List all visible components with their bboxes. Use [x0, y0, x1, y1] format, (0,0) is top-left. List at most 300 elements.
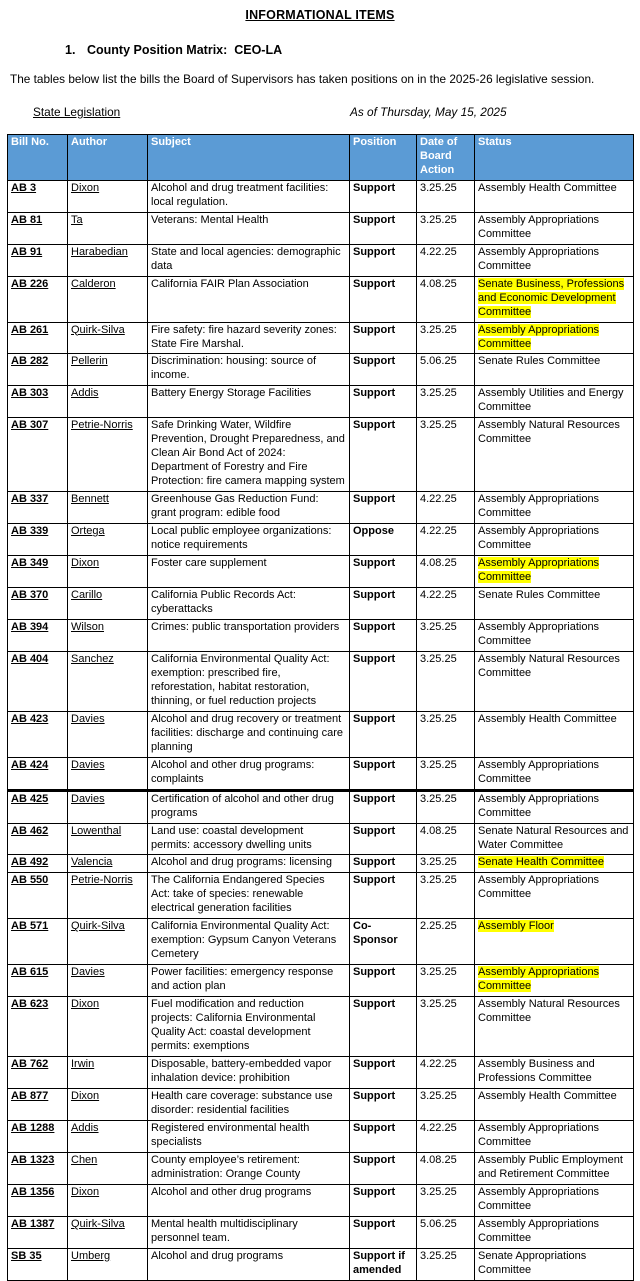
status-cell: [475, 1248, 634, 1280]
subject-cell: California Public Records Act: cyberattacks: [148, 588, 350, 620]
author-link[interactable]: Irwin: [71, 1058, 95, 1071]
table-row: [8, 418, 634, 492]
subject-cell: Alcohol and other drug programs: [148, 1184, 350, 1216]
author-link[interactable]: Ta: [71, 213, 83, 226]
page-title: INFORMATIONAL ITEMS: [245, 8, 395, 22]
subject-cell: Discrimination: housing: source of income.: [148, 354, 350, 386]
bill-no-cell: [8, 965, 68, 997]
bill-number-link[interactable]: AB 349: [11, 557, 49, 570]
position-cell: Co-Sponsor: [350, 919, 417, 965]
table-row: [8, 711, 634, 757]
author-cell: [68, 619, 148, 651]
bill-table-body: [8, 180, 634, 1280]
date-cell: 4.08.25: [417, 556, 475, 588]
bill-no-cell: [8, 823, 68, 855]
date-cell: 2.25.25: [417, 919, 475, 965]
author-cell: [68, 1152, 148, 1184]
author-link[interactable]: Quirk-Silva: [71, 323, 125, 336]
date-cell: 5.06.25: [417, 1216, 475, 1248]
author-link[interactable]: Pellerin: [71, 355, 108, 368]
bill-no-cell: [8, 492, 68, 524]
subject-cell: Fire safety: fire hazard severity zones: State Fire Marshal.: [148, 322, 350, 354]
subject-cell: Health care coverage: substance use disorder: residential facilities: [148, 1089, 350, 1121]
table-row: [8, 651, 634, 711]
author-link[interactable]: Dixon: [71, 1090, 100, 1102]
author-cell: [68, 556, 148, 588]
position-cell: Support: [350, 1216, 417, 1248]
author-link[interactable]: Chen: [71, 1153, 98, 1166]
status-cell: [475, 790, 634, 823]
author-cell: [68, 354, 148, 386]
author-link[interactable]: Quirk-Silva: [71, 920, 125, 933]
subject-cell: Alcohol and drug treatment facilities: local regulation.: [148, 180, 350, 212]
table-row: [8, 1089, 634, 1121]
status-cell: [475, 418, 634, 492]
status-cell: [475, 823, 634, 855]
position-cell: Support: [350, 418, 417, 492]
position-cell: Support: [350, 823, 417, 855]
status-cell: [475, 1152, 634, 1184]
author-link[interactable]: Dixon: [71, 181, 100, 194]
bill-no-cell: [8, 588, 68, 620]
date-cell: 3.25.25: [417, 180, 475, 212]
bill-no-cell: [8, 873, 68, 919]
position-cell: Oppose: [350, 524, 417, 556]
author-cell: [68, 1120, 148, 1152]
status-text: Assembly Appropriations Committee: [478, 1121, 600, 1148]
date-cell: 3.25.25: [417, 386, 475, 418]
date-cell: 4.22.25: [417, 588, 475, 620]
status-cell: [475, 556, 634, 588]
table-row: [8, 244, 634, 276]
column-header-subject: Subject: [148, 134, 350, 180]
author-cell: [68, 386, 148, 418]
table-header-row: [8, 134, 634, 180]
subject-cell: Land use: coastal development permits: accessory dwelling units: [148, 823, 350, 855]
bill-no-cell: [8, 919, 68, 965]
position-cell: Support: [350, 354, 417, 386]
author-link[interactable]: Wilson: [71, 620, 105, 633]
position-cell: Support: [350, 790, 417, 823]
section-row: [7, 105, 633, 120]
status-cell: [475, 244, 634, 276]
as-of-date: As of Thursday, May 15, 2025: [350, 104, 507, 119]
heading-text: County Position Matrix: CEO-LA: [87, 43, 283, 57]
status-text: Assembly Appropriations Committee: [478, 525, 600, 552]
position-cell: Support: [350, 997, 417, 1057]
status-text: Senate Health Committee: [478, 856, 604, 869]
subject-cell: California Environmental Quality Act: exemption: prescribed fire, reforestation, habitat restoration, thinning, or fuel reduction projects: [148, 651, 350, 711]
table-row: [8, 757, 634, 790]
author-link[interactable]: Calderon: [71, 277, 116, 290]
bill-no-cell: [8, 651, 68, 711]
author-cell: [68, 965, 148, 997]
status-text: Assembly Appropriations Committee: [478, 792, 600, 819]
author-link[interactable]: Umberg: [71, 1249, 111, 1262]
bill-number-link[interactable]: AB 877: [11, 1090, 49, 1102]
bill-number-link[interactable]: AB 623: [11, 998, 49, 1011]
date-cell: 3.25.25: [417, 418, 475, 492]
author-link[interactable]: Davies: [71, 758, 105, 771]
author-cell: [68, 276, 148, 322]
table-row: [8, 1120, 634, 1152]
status-text: Assembly Natural Resources Committee: [478, 998, 620, 1025]
position-cell: Support: [350, 1120, 417, 1152]
status-cell: [475, 386, 634, 418]
status-text: Senate Rules Committee: [478, 589, 601, 601]
bill-number-link[interactable]: AB 462: [11, 824, 49, 837]
status-cell: [475, 619, 634, 651]
date-cell: 3.25.25: [417, 997, 475, 1057]
bill-number-link[interactable]: AB 91: [11, 245, 43, 258]
author-link[interactable]: Valencia: [71, 856, 113, 869]
date-cell: 4.22.25: [417, 1120, 475, 1152]
bill-number-link[interactable]: AB 261: [11, 323, 49, 336]
table-row: [8, 386, 634, 418]
bill-no-cell: [8, 757, 68, 790]
subject-cell: The California Endangered Species Act: take of species: renewable electrical generation facilities: [148, 873, 350, 919]
author-cell: [68, 322, 148, 354]
author-cell: [68, 180, 148, 212]
author-cell: [68, 492, 148, 524]
author-link[interactable]: Lowenthal: [71, 824, 122, 837]
column-header-position: Position: [350, 134, 417, 180]
bill-number-link[interactable]: AB 81: [11, 213, 43, 226]
status-cell: [475, 1216, 634, 1248]
author-link[interactable]: Petrie-Norris: [71, 874, 133, 887]
bill-no-cell: [8, 790, 68, 823]
bill-no-cell: [8, 1057, 68, 1089]
status-text: Assembly Appropriations Committee: [478, 966, 600, 993]
author-cell: [68, 212, 148, 244]
status-cell: [475, 855, 634, 873]
subject-cell: Alcohol and drug programs: licensing: [148, 855, 350, 873]
bill-number-link[interactable]: AB 1323: [11, 1153, 55, 1166]
table-row: [8, 873, 634, 919]
status-text: Assembly Public Employment and Retirement Committee: [478, 1153, 623, 1180]
position-cell: Support if amended: [350, 1248, 417, 1280]
status-text: Assembly Natural Resources Committee: [478, 419, 620, 446]
status-text: Assembly Business and Professions Committee: [478, 1058, 595, 1085]
bill-no-cell: [8, 524, 68, 556]
position-cell: Support: [350, 1057, 417, 1089]
subject-cell: Power facilities: emergency response and action plan: [148, 965, 350, 997]
bill-no-cell: [8, 556, 68, 588]
status-text: Assembly Appropriations Committee: [478, 620, 600, 647]
author-cell: [68, 823, 148, 855]
author-link[interactable]: Dixon: [71, 557, 100, 570]
subject-cell: Crimes: public transportation providers: [148, 619, 350, 651]
subject-cell: County employee’s retirement: administration: Orange County: [148, 1152, 350, 1184]
subject-cell: Alcohol and drug programs: [148, 1248, 350, 1280]
table-row: [8, 492, 634, 524]
author-link[interactable]: Petrie-Norris: [71, 419, 133, 432]
date-cell: 4.22.25: [417, 244, 475, 276]
author-cell: [68, 873, 148, 919]
bill-number-link[interactable]: AB 282: [11, 355, 49, 368]
bill-number-link[interactable]: AB 550: [11, 874, 49, 887]
table-row: [8, 180, 634, 212]
position-cell: Support: [350, 276, 417, 322]
bill-no-cell: [8, 180, 68, 212]
table-row: [8, 823, 634, 855]
subject-cell: Veterans: Mental Health: [148, 212, 350, 244]
author-cell: [68, 997, 148, 1057]
position-cell: Support: [350, 180, 417, 212]
author-cell: [68, 855, 148, 873]
bill-number-link[interactable]: AB 423: [11, 712, 49, 725]
table-row: [8, 1152, 634, 1184]
table-row: [8, 556, 634, 588]
author-cell: [68, 588, 148, 620]
status-text: Assembly Utilities and Energy Committee: [478, 387, 624, 414]
status-cell: [475, 651, 634, 711]
date-cell: 4.22.25: [417, 524, 475, 556]
bill-number-link[interactable]: AB 424: [11, 758, 49, 771]
status-text: Assembly Appropriations Committee: [478, 557, 600, 584]
status-text: Assembly Appropriations Committee: [478, 493, 600, 520]
author-cell: [68, 1089, 148, 1121]
date-cell: 5.06.25: [417, 354, 475, 386]
date-cell: 3.25.25: [417, 790, 475, 823]
status-text: Assembly Health Committee: [478, 181, 617, 194]
bill-number-link[interactable]: AB 425: [11, 792, 49, 805]
bill-number-link[interactable]: AB 3: [11, 181, 37, 194]
table-row: [8, 212, 634, 244]
table-row: [8, 524, 634, 556]
bill-no-cell: [8, 619, 68, 651]
bill-number-link[interactable]: SB 35: [11, 1249, 42, 1262]
date-cell: 3.25.25: [417, 855, 475, 873]
bill-position-table: [7, 134, 634, 1281]
bill-no-cell: [8, 1184, 68, 1216]
position-cell: Support: [350, 386, 417, 418]
status-cell: [475, 873, 634, 919]
date-cell: 4.22.25: [417, 492, 475, 524]
date-cell: 4.22.25: [417, 1057, 475, 1089]
author-link[interactable]: Davies: [71, 712, 105, 725]
column-header-date-of-board-action: Date of Board Action: [417, 134, 475, 180]
date-cell: 3.25.25: [417, 965, 475, 997]
date-cell: 3.25.25: [417, 322, 475, 354]
position-cell: Support: [350, 757, 417, 790]
bill-number-link[interactable]: AB 615: [11, 966, 49, 979]
status-text: Senate Natural Resources and Water Committee: [478, 824, 629, 851]
bill-number-link[interactable]: AB 337: [11, 493, 49, 506]
bill-no-cell: [8, 354, 68, 386]
table-row: [8, 1248, 634, 1280]
status-cell: [475, 757, 634, 790]
position-cell: Support: [350, 588, 417, 620]
subject-cell: Foster care supplement: [148, 556, 350, 588]
bill-no-cell: [8, 855, 68, 873]
status-text: Assembly Appropriations Committee: [478, 1185, 600, 1212]
status-text: Assembly Floor: [478, 920, 554, 933]
position-cell: Support: [350, 965, 417, 997]
status-text: Assembly Appropriations Committee: [478, 1217, 600, 1244]
author-cell: [68, 1216, 148, 1248]
author-cell: [68, 1184, 148, 1216]
position-cell: Support: [350, 855, 417, 873]
status-cell: [475, 524, 634, 556]
table-row: [8, 588, 634, 620]
status-text: Senate Business, Professions and Economic Development Committee: [478, 277, 625, 318]
intro-paragraph: The tables below list the bills the Board of Supervisors has taken positions on in the 2025-26 legislative session.: [10, 72, 595, 86]
date-cell: 3.25.25: [417, 873, 475, 919]
date-cell: 4.08.25: [417, 1152, 475, 1184]
bill-number-link[interactable]: AB 394: [11, 620, 49, 633]
position-cell: Support: [350, 212, 417, 244]
table-row: [8, 965, 634, 997]
table-row: [8, 619, 634, 651]
subject-cell: Battery Energy Storage Facilities: [148, 386, 350, 418]
author-link[interactable]: Davies: [71, 966, 105, 979]
status-text: Assembly Health Committee: [478, 712, 617, 725]
column-header-status: Status: [475, 134, 634, 180]
bill-number-link[interactable]: AB 404: [11, 652, 49, 665]
subject-cell: State and local agencies: demographic data: [148, 244, 350, 276]
author-link[interactable]: Davies: [71, 792, 105, 805]
heading-number: 1.: [65, 43, 76, 57]
bill-number-link[interactable]: AB 370: [11, 589, 49, 601]
status-text: Assembly Appropriations Committee: [478, 758, 600, 785]
position-cell: Support: [350, 711, 417, 757]
table-row: [8, 855, 634, 873]
date-cell: 3.25.25: [417, 1089, 475, 1121]
bill-number-link[interactable]: AB 762: [11, 1058, 49, 1071]
subject-cell: Certification of alcohol and other drug programs: [148, 790, 350, 823]
date-cell: 3.25.25: [417, 711, 475, 757]
status-cell: [475, 354, 634, 386]
subject-cell: Greenhouse Gas Reduction Fund: grant program: edible food: [148, 492, 350, 524]
author-cell: [68, 1057, 148, 1089]
author-link[interactable]: Addis: [71, 387, 99, 400]
bill-number-link[interactable]: AB 1288: [11, 1121, 55, 1134]
author-cell: [68, 919, 148, 965]
status-cell: [475, 1184, 634, 1216]
author-cell: [68, 757, 148, 790]
status-text: Assembly Health Committee: [478, 1090, 617, 1102]
subject-cell: California FAIR Plan Association: [148, 276, 350, 322]
date-cell: 3.25.25: [417, 212, 475, 244]
bill-no-cell: [8, 997, 68, 1057]
position-cell: Support: [350, 322, 417, 354]
bill-no-cell: [8, 276, 68, 322]
author-link[interactable]: Harabedian: [71, 245, 128, 258]
bill-number-link[interactable]: AB 307: [11, 419, 49, 432]
date-cell: 4.08.25: [417, 823, 475, 855]
status-cell: [475, 588, 634, 620]
position-cell: Support: [350, 1089, 417, 1121]
bill-no-cell: [8, 244, 68, 276]
bill-number-link[interactable]: AB 226: [11, 277, 49, 290]
position-cell: Support: [350, 1184, 417, 1216]
status-cell: [475, 212, 634, 244]
status-text: Assembly Appropriations Committee: [478, 245, 600, 272]
date-cell: 4.08.25: [417, 276, 475, 322]
status-cell: [475, 492, 634, 524]
position-cell: Support: [350, 492, 417, 524]
date-cell: 3.25.25: [417, 757, 475, 790]
bill-no-cell: [8, 1120, 68, 1152]
author-link[interactable]: Quirk-Silva: [71, 1217, 125, 1230]
state-legislation-label: State Legislation: [33, 104, 121, 119]
status-text: Assembly Natural Resources Committee: [478, 652, 620, 679]
status-cell: [475, 711, 634, 757]
position-cell: Support: [350, 244, 417, 276]
column-header-bill-no: Bill No.: [8, 134, 68, 180]
bill-no-cell: [8, 386, 68, 418]
author-link[interactable]: Bennett: [71, 493, 109, 506]
bill-number-link[interactable]: AB 571: [11, 920, 49, 933]
author-link[interactable]: Dixon: [71, 1185, 100, 1198]
subject-cell: Local public employee organizations: notice requirements: [148, 524, 350, 556]
position-cell: Support: [350, 619, 417, 651]
column-header-author: Author: [68, 134, 148, 180]
table-row: [8, 919, 634, 965]
author-cell: [68, 651, 148, 711]
status-text: Senate Appropriations Committee: [478, 1249, 587, 1276]
bill-no-cell: [8, 1152, 68, 1184]
status-cell: [475, 965, 634, 997]
subject-cell: Fuel modification and reduction projects: California Environmental Quality Act: coastal development permits: exemptions: [148, 997, 350, 1057]
author-link[interactable]: Sanchez: [71, 652, 114, 665]
status-cell: [475, 322, 634, 354]
bill-no-cell: [8, 1248, 68, 1280]
subject-cell: Mental health multidisciplinary personnel team.: [148, 1216, 350, 1248]
bill-number-link[interactable]: AB 303: [11, 387, 49, 400]
subject-cell: Disposable, battery-embedded vapor inhalation device: prohibition: [148, 1057, 350, 1089]
bill-no-cell: [8, 322, 68, 354]
status-cell: [475, 1089, 634, 1121]
bill-no-cell: [8, 418, 68, 492]
status-cell: [475, 997, 634, 1057]
bill-number-link[interactable]: AB 492: [11, 856, 49, 869]
author-cell: [68, 711, 148, 757]
position-cell: Support: [350, 873, 417, 919]
status-cell: [475, 1120, 634, 1152]
author-link[interactable]: Dixon: [71, 998, 100, 1011]
table-row: [8, 997, 634, 1057]
author-link[interactable]: Ortega: [71, 525, 105, 538]
date-cell: 3.25.25: [417, 1248, 475, 1280]
table-row: [8, 322, 634, 354]
bill-no-cell: [8, 1216, 68, 1248]
position-cell: Support: [350, 651, 417, 711]
date-cell: 3.25.25: [417, 651, 475, 711]
position-cell: Support: [350, 556, 417, 588]
table-row: [8, 354, 634, 386]
author-cell: [68, 244, 148, 276]
subject-cell: Alcohol and drug recovery or treatment facilities: discharge and continuing care planning: [148, 711, 350, 757]
author-cell: [68, 524, 148, 556]
subject-cell: California Environmental Quality Act: exemption: Gypsum Canyon Veterans Cemetery: [148, 919, 350, 965]
bill-no-cell: [8, 1089, 68, 1121]
table-row: [8, 1184, 634, 1216]
bill-number-link[interactable]: AB 1387: [11, 1217, 55, 1230]
subject-cell: Alcohol and other drug programs: complaints: [148, 757, 350, 790]
status-text: Assembly Appropriations Committee: [478, 213, 600, 240]
bill-number-link[interactable]: AB 339: [11, 525, 49, 538]
bill-number-link[interactable]: AB 1356: [11, 1185, 55, 1198]
author-link[interactable]: Carillo: [71, 589, 103, 601]
author-link[interactable]: Addis: [71, 1121, 99, 1134]
status-text: Assembly Appropriations Committee: [478, 874, 600, 901]
table-row: [8, 276, 634, 322]
author-cell: [68, 790, 148, 823]
status-text: Assembly Appropriations Committee: [478, 323, 600, 350]
table-row: [8, 1216, 634, 1248]
